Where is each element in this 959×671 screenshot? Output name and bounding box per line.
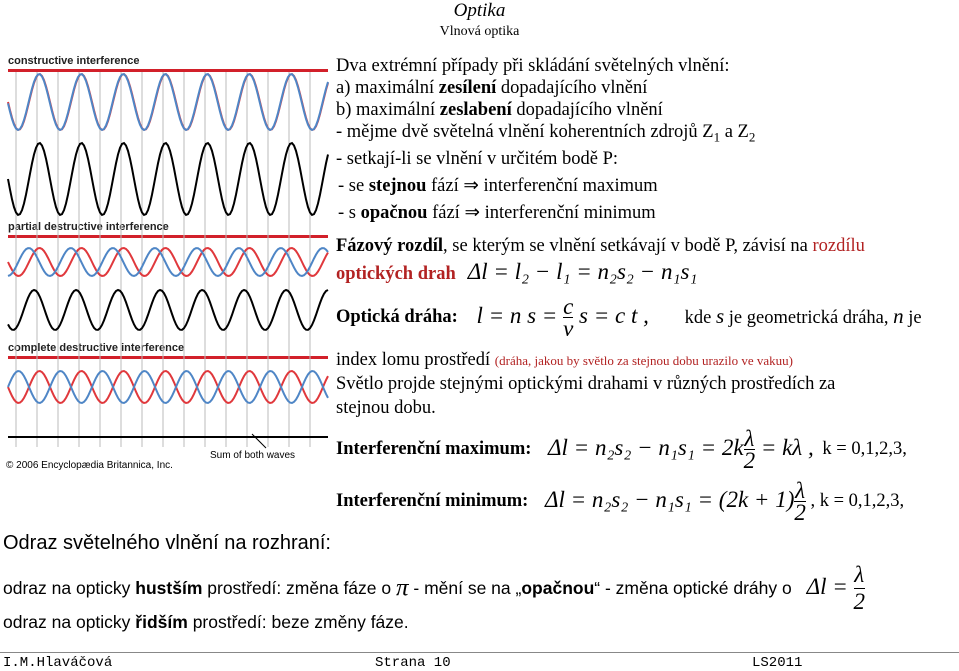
half-wave-formula: Δl = $\frac{\lambda}{2}$ — [806, 562, 866, 614]
line-meet: - setkají-li se vlnění v určitém bodě P: — [336, 149, 619, 169]
footer-page: Strana 10 — [375, 655, 451, 671]
waves-svg — [4, 52, 332, 477]
footer-author: I.M.Hlaváčová — [3, 655, 113, 671]
sum-label: Sum of both waves — [210, 450, 296, 461]
footer-term: LS2011 — [752, 655, 803, 671]
label-constructive: constructive interference — [8, 55, 140, 67]
label-complete: complete destructive interference — [8, 342, 185, 354]
path-diff-formula: Δl = l₂ − l₁ = n₂s₂ − n₁s₁ — [467, 259, 698, 284]
line-opposite-phase: - s opačnou fází ⇒ interferenční minimum — [338, 203, 656, 223]
implies-icon: ⇒ — [463, 176, 479, 196]
wave-curves — [8, 74, 328, 437]
line-phase-diff: Fázový rozdíl, se kterým se vlnění setkávají v bodě P, závisí na rozdílu — [336, 236, 865, 256]
page-title: Optika — [453, 0, 506, 21]
sum-wave-constructive — [8, 143, 328, 215]
line-intro: Dva extrémní případy při skládání světelných vlnění: — [336, 56, 730, 76]
line-max: a) maximální zesílení dopadajícího vlnění — [336, 78, 648, 98]
reflection-title: Odraz světelného vlnění na rozhraní: — [3, 532, 331, 554]
line-reflection-denser: odraz na opticky hustším prostředí: změna fáze o π - mění se na „opačnou“ - změna optické dráhy o Δl = $\frac{\lambda}{2}$ — [3, 562, 866, 614]
line-min: b) maximální zeslabení dopadajícího vlnění — [336, 100, 663, 120]
line-reflection-rarer: odraz na opticky řidším prostředí: beze změny fáze. — [3, 612, 409, 632]
label-partial: partial destructive interference — [8, 221, 169, 233]
copyright-text: © 2006 Encyclopædia Britannica, Inc. — [6, 460, 173, 471]
line-interference-min: Interferenční minimum: Δl = n₂s₂ − n₁s₁ = (2k + 1) $\frac{\lambda}{2}$ , k = 0,1,2,3, — [336, 478, 905, 525]
implies-icon: ⇒ — [464, 203, 480, 223]
line-same-time-1: Světlo projde stejnými optickými drahami v různých prostředích za — [336, 374, 836, 394]
line-optical-paths: optických drah Δl = l₂ − l₁ = n₂s₂ − n₁s₁ — [336, 259, 698, 284]
footer-rule — [0, 652, 959, 653]
line-optical-path-def: Optická dráha: l = n s = $\frac{c}{v}$ s = c t , kde s je geometrická dráha, n je — [336, 294, 922, 341]
optical-path-formula: l = n s = $\frac{c}{v}$ s = c t , — [476, 294, 649, 341]
line-index: index lomu prostředí (dráha, jakou by světlo za stejnou dobu urazilo ve vakuu) — [336, 350, 793, 370]
line-same-time-2: stejnou dobu. — [336, 398, 436, 418]
interference-figure — [4, 52, 332, 477]
sum-wave-partial — [8, 290, 328, 330]
min-formula: Δl = n₂s₂ − n₁s₁ = (2k + 1) $\frac{\lambda}{2}$ — [544, 478, 806, 525]
line-same-phase: - se stejnou fází ⇒ interferenční maximum — [338, 176, 658, 196]
line-interference-max: Interferenční maximum: Δl = n₂s₂ − n₁s₁ = 2k $\frac{\lambda}{2}$ = kλ , k = 0,1,2,3, — [336, 426, 907, 473]
page-subtitle: Vlnová optika — [439, 24, 520, 39]
line-coherent: - mějme dvě světelná vlnění koherentních zdrojů $Z_1$ a $Z_2$ — [336, 122, 756, 145]
pi-symbol: π — [395, 574, 409, 602]
max-formula: Δl = n₂s₂ − n₁s₁ = 2k $\frac{\lambda}{2}$ = kλ , — [548, 426, 814, 473]
